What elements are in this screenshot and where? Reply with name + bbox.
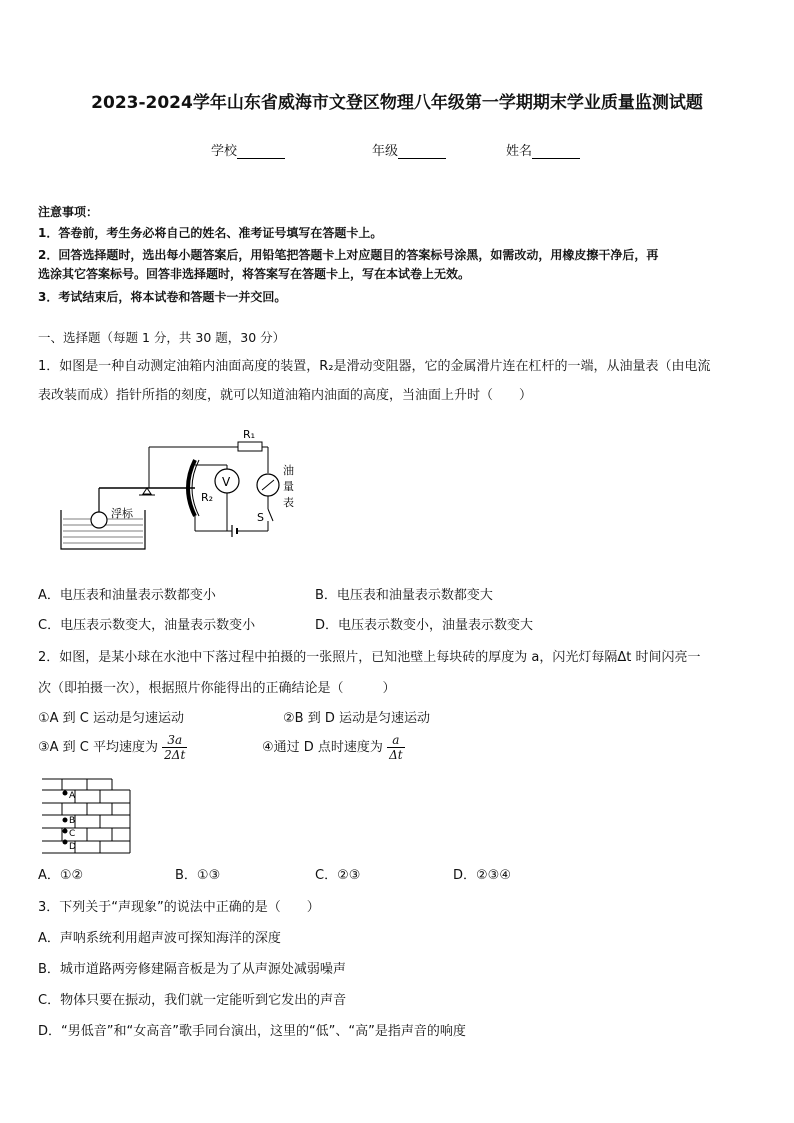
q1-option-d: D．电压表示数变小，油量表示数变大	[315, 618, 534, 633]
school-label: 学校	[211, 144, 238, 159]
school-field	[211, 140, 285, 159]
oil-meter-label	[283, 463, 294, 509]
q1-option-b: B．电压表和油量表示数都变大	[315, 588, 493, 603]
q2-option-a: A．①②	[38, 868, 84, 883]
label-b: B	[69, 816, 76, 826]
svg-text:油: 油	[283, 464, 294, 477]
q2-brick-wall-figure	[40, 776, 135, 856]
name-label: 姓名	[506, 144, 533, 159]
section-heading: 一、选择题（每题 1 分，共 30 题，30 分）	[38, 330, 286, 345]
ball-position-d	[63, 840, 68, 845]
q1-option-a: A．电压表和油量表示数都变小	[38, 588, 216, 603]
svg-text:量: 量	[283, 480, 294, 493]
r2-label: R₂	[201, 491, 214, 504]
q2-stem-line1: 2．如图，是某小球在水池中下落过程中拍摄的一张照片，已知池壁上每块砖的厚度为 a，闪光灯每隔Δt 时间闪亮一	[38, 650, 701, 665]
q2-statement-2: ②B 到 D 运动是匀速运动	[283, 711, 430, 726]
ball-position-a	[63, 791, 68, 796]
name-field	[506, 140, 580, 159]
float-ball	[91, 512, 107, 528]
q3-option-a: A．声呐系统利用超声波可探知海洋的深度	[38, 931, 281, 946]
label-c: C	[69, 829, 76, 839]
voltmeter-label: V	[222, 475, 231, 489]
ball-position-c	[63, 829, 68, 834]
q1-option-c: C．电压表示数变大，油量表示数变小	[38, 618, 256, 633]
note-item: 3．考试结束后，将本试卷和答题卡一并交回。	[38, 290, 287, 304]
q2-option-b: B．①③	[175, 868, 221, 883]
grade-field	[372, 140, 446, 159]
page-title: 2023-2024学年山东省威海市文登区物理八年级第一学期期末学业质量监测试题	[91, 93, 703, 113]
grade-label: 年级	[372, 144, 399, 159]
q1-stem-line1: 1．如图是一种自动测定油箱内油面高度的装置，R₂是滑动变阻器，它的金属滑片连在杠杆的一端，从油量表（由电流	[38, 359, 711, 374]
label-a: A	[69, 791, 76, 801]
q2-fraction-3: $\frac{3a}{2\Delta t}$	[164, 733, 186, 762]
q2-option-c: C．②③	[315, 868, 361, 883]
q2-statement-3-text: ③A 到 C 平均速度为	[38, 740, 159, 755]
school-blank	[237, 145, 285, 159]
q2-statement-4-text: ④通过 D 点时速度为	[262, 740, 383, 755]
q1-circuit-figure	[55, 425, 315, 555]
switch-label: S	[257, 511, 264, 524]
svg-text:表: 表	[283, 496, 294, 509]
q2-statement-4	[262, 733, 405, 762]
lever-pivot	[143, 488, 151, 494]
notes-heading: 注意事项：	[38, 205, 99, 219]
resistor-r1	[238, 442, 262, 451]
note-item: 2．回答选择题时，选出每小题答案后，用铅笔把答题卡上对应题目的答案标号涂黑，如需改动，用橡皮擦干净后，再	[38, 248, 659, 262]
q1-stem-line2: 表改装而成）指针所指的刻度，就可以知道油箱内油面的高度，当油面上升时（ ）	[38, 388, 533, 403]
q3-stem: 3．下列关于“声现象”的说法中正确的是（ ）	[38, 900, 320, 915]
grade-blank	[398, 145, 446, 159]
r1-label: R₁	[243, 428, 256, 441]
float-label: 浮标	[111, 507, 133, 520]
q3-option-d: D．“男低音”和“女高音”歌手同台演出，这里的“低”、“高”是指声音的响度	[38, 1024, 466, 1039]
q3-option-c: C．物体只要在振动，我们就一定能听到它发出的声音	[38, 993, 347, 1008]
q2-statement-3	[38, 733, 187, 762]
note-item: 选涂其它答案标号。回答非选择题时，将答案写在答题卡上，写在本试卷上无效。	[38, 267, 471, 281]
q2-stem-line2: 次（即拍摄一次），根据照片你能得出的正确结论是（ ）	[38, 681, 396, 696]
q2-statement-1: ①A 到 C 运动是匀速运动	[38, 711, 185, 726]
label-d: D	[69, 842, 76, 852]
q2-option-d: D．②③④	[453, 868, 511, 883]
q2-fraction-4: $\frac{a}{\Delta t}$	[389, 733, 403, 762]
ball-position-b	[63, 818, 68, 823]
name-blank	[532, 145, 580, 159]
switch-s	[268, 509, 273, 521]
note-item: 1．答卷前，考生务必将自己的姓名、准考证号填写在答题卡上。	[38, 226, 383, 240]
q3-option-b: B．城市道路两旁修建隔音板是为了从声源处减弱噪声	[38, 962, 346, 977]
